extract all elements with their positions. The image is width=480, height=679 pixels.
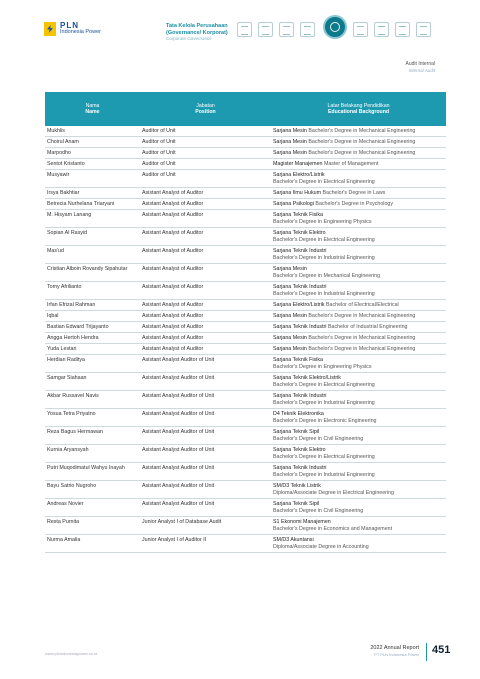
header-position	[140, 92, 271, 126]
education-en: Master of Management	[323, 161, 379, 167]
section-label-en: Internal Audit	[408, 68, 435, 73]
education-en: Bachelor's Degree in Industrial Engineering	[273, 291, 375, 297]
cell-education	[271, 210, 446, 228]
education-id: SM/D3 Akuntansi	[273, 537, 314, 543]
header-education	[271, 92, 446, 126]
grid-icon[interactable]	[416, 22, 431, 37]
building-icon[interactable]	[258, 22, 273, 37]
education-id: Sarjana Ilmu Hukum	[273, 190, 321, 196]
cell-position: Auditor of Unit	[140, 148, 271, 159]
sun-icon[interactable]	[374, 22, 389, 37]
cell-position: Junior Analyst I of Auditor II	[140, 535, 271, 553]
cell-education	[271, 246, 446, 264]
cell-name: M. Hisyam Lanang	[45, 210, 140, 228]
cell-name: Kurnia Aryansyah	[45, 445, 140, 463]
table-header-row	[45, 92, 446, 126]
table-row	[45, 282, 446, 300]
cell-education	[271, 535, 446, 553]
header-name	[45, 92, 140, 126]
education-en: Bachelor's Degree in Industrial Engineering	[273, 255, 375, 261]
cell-position: Asistant Analyst Auditor of Unit	[140, 499, 271, 517]
cell-education	[271, 333, 446, 344]
education-id: Sarjana Teknik Elektro	[273, 230, 326, 236]
cell-name: Angga Hertoh Hendra	[45, 333, 140, 344]
table-row	[45, 355, 446, 373]
education-en: Bachelor's Degree in Economics and Management	[273, 526, 393, 532]
people-icon[interactable]	[279, 22, 294, 37]
cell-education	[271, 199, 446, 210]
education-en: Bachelor's Degree in Mechanical Engineering	[308, 128, 416, 134]
education-id: Sarjana Mesin	[273, 150, 307, 156]
footer-url: www.plnindonesiapower.co.id	[45, 651, 98, 656]
cell-education	[271, 391, 446, 409]
cell-name: Irsya Bakhtiar	[45, 188, 140, 199]
table-row	[45, 126, 446, 137]
cell-education	[271, 300, 446, 311]
education-id: Sarjana Mesin	[273, 346, 307, 352]
governance-icon[interactable]	[323, 15, 347, 39]
footer-report	[354, 645, 419, 657]
education-en: Bachelor of Industrial Engineering	[327, 324, 408, 330]
table-row	[45, 210, 446, 228]
cell-name: Mas'ud	[45, 246, 140, 264]
education-en: Bachelor's Degree in Civil Engineering	[273, 508, 364, 514]
education-id: Sarjana Teknik Fisika	[273, 212, 323, 218]
education-en: Bachelor's Degree in Electrical Engineering	[273, 454, 375, 460]
education-en: Bachelor's Degree in Electrical Engineering	[273, 179, 375, 185]
cell-name: Betrecia Nurhelana Triaryani	[45, 199, 140, 210]
education-en: Bachelor's Degree in Electronic Engineering	[273, 418, 377, 424]
header-position-en: Position	[195, 109, 216, 115]
education-id: Sarjana Elektro/Listrik	[273, 302, 325, 308]
education-id: Sarjana Mesin	[273, 139, 307, 145]
education-id: Sarjana Teknik Sipil	[273, 501, 320, 507]
cell-position: Asistant Analyst of Auditor	[140, 311, 271, 322]
report-icon[interactable]	[237, 22, 252, 37]
education-id: Sarjana Teknik Sipil	[273, 429, 320, 435]
cell-name: Resta Purnita	[45, 517, 140, 535]
table-row	[45, 188, 446, 199]
table-row	[45, 427, 446, 445]
table-row	[45, 409, 446, 427]
education-en: Bachelor's Degree in Mechanical Engineering	[308, 346, 416, 352]
cell-position: Asistant Analyst of Auditor	[140, 282, 271, 300]
education-en: Bachelor's Degree in Civil Engineering	[273, 436, 364, 442]
cell-position: Auditor of Unit	[140, 126, 271, 137]
table-row	[45, 344, 446, 355]
header-name-en: Name	[85, 109, 100, 115]
table-row	[45, 322, 446, 333]
cell-education	[271, 499, 446, 517]
education-en: Bachelor's Degree in Laws	[322, 190, 386, 196]
section-label	[406, 61, 435, 74]
table-row	[45, 499, 446, 517]
leaf-icon[interactable]	[353, 22, 368, 37]
cell-position: Asistant Analyst of Auditor	[140, 344, 271, 355]
cell-education	[271, 445, 446, 463]
chart-icon[interactable]	[300, 22, 315, 37]
table-row	[45, 264, 446, 282]
table-row	[45, 373, 446, 391]
education-en: Bachelor's Degree in Industrial Engineering	[273, 472, 375, 478]
cell-education	[271, 188, 446, 199]
table-row	[45, 445, 446, 463]
table-row	[45, 535, 446, 553]
cell-education	[271, 517, 446, 535]
education-id: Sarjana Elektro/Listrik	[273, 172, 325, 178]
table-row	[45, 463, 446, 481]
cell-education	[271, 427, 446, 445]
cell-education	[271, 126, 446, 137]
cell-name: Yuda Lestari	[45, 344, 140, 355]
education-id: Sarjana Teknik Industri	[273, 324, 327, 330]
cell-position: Asistant Analyst of Auditor	[140, 333, 271, 344]
chapter-nav	[237, 19, 437, 39]
education-en: Diploma/Associate Degree in Electrical Engineering	[273, 490, 395, 496]
cell-position: Asistant Analyst of Auditor	[140, 322, 271, 333]
education-en: Bachelor's Degree in Engineering Physics	[273, 364, 372, 370]
table-row	[45, 333, 446, 344]
page-number: 451	[432, 644, 451, 656]
cell-education	[271, 137, 446, 148]
cell-name: Reza Bagus Hermawan	[45, 427, 140, 445]
cell-position: Asistant Analyst of Auditor	[140, 210, 271, 228]
cell-name: Cristian Alboin Rovandy Sipahutar	[45, 264, 140, 282]
cell-name: Bastian Edward Trijayanto	[45, 322, 140, 333]
auditor-table	[45, 92, 446, 553]
cell-position: Asistant Analyst of Auditor	[140, 188, 271, 199]
education-id: Sarjana Teknik Industri	[273, 248, 327, 254]
company-logo	[44, 22, 101, 36]
cell-education	[271, 409, 446, 427]
cell-name: Herdian Raditya	[45, 355, 140, 373]
chapter-title-id-1: Tata Kelola Perusahaan	[166, 23, 228, 29]
education-id: Sarjana Teknik Industri	[273, 465, 327, 471]
education-en: Bachelor's Degree in Engineering Physics	[273, 219, 372, 225]
table-row	[45, 199, 446, 210]
cell-education	[271, 264, 446, 282]
cell-education	[271, 148, 446, 159]
cell-position: Asistant Analyst of Auditor	[140, 228, 271, 246]
education-id: Sarjana Teknik Fisika	[273, 357, 323, 363]
cell-position: Asistant Analyst of Auditor	[140, 246, 271, 264]
cell-name: Bayu Satrio Nugroho	[45, 481, 140, 499]
cell-name: Mukhlis	[45, 126, 140, 137]
cell-name: Tomy Afrilianto	[45, 282, 140, 300]
education-en: Bachelor's Degree in Mechanical Engineering	[308, 139, 416, 145]
cell-name: Choirul Anam	[45, 137, 140, 148]
education-id: Sarjana Psikologi	[273, 201, 314, 207]
education-id: Sarjana Mesin	[273, 335, 307, 341]
chapter-title	[166, 23, 246, 42]
table-row	[45, 246, 446, 264]
header-name-id: Nama	[85, 102, 100, 109]
cell-name: Sentot Kristanto	[45, 159, 140, 170]
table-row	[45, 170, 446, 188]
cell-education	[271, 481, 446, 499]
cell-name: Nurma Amalia	[45, 535, 140, 553]
education-id: Sarjana Mesin	[273, 128, 307, 134]
education-en: Bachelor's Degree in Electrical Engineering	[273, 237, 375, 243]
cell-name: Yosua Tetra Priyatno	[45, 409, 140, 427]
cell-position: Asistant Analyst of Auditor	[140, 300, 271, 311]
page-header	[0, 0, 480, 60]
cell-position: Asistant Analyst of Auditor	[140, 264, 271, 282]
cell-education	[271, 373, 446, 391]
header-education-id: Latar Belakang Pendidikan	[327, 102, 390, 109]
cell-name: Akbar Russavel Navis	[45, 391, 140, 409]
cell-education	[271, 355, 446, 373]
logo-brand: PLN	[60, 21, 79, 31]
education-id: Sarjana Teknik Industri	[273, 393, 327, 399]
cell-education	[271, 463, 446, 481]
footer-divider	[426, 643, 427, 661]
cell-name: Putri Muqodimatul Wahyu Inayah	[45, 463, 140, 481]
cell-position: Asistant Analyst Auditor of Unit	[140, 481, 271, 499]
cell-education	[271, 228, 446, 246]
cell-education	[271, 344, 446, 355]
cell-education	[271, 159, 446, 170]
cell-position: Asistant Analyst Auditor of Unit	[140, 445, 271, 463]
section-label-id: Audit Internal	[405, 61, 435, 67]
education-en: Diploma/Associate Degree in Accounting	[273, 544, 369, 550]
cell-name: Iqbal	[45, 311, 140, 322]
education-en: Bachelor's Degree in Mechanical Engineering	[308, 150, 416, 156]
table-row	[45, 517, 446, 535]
table-row	[45, 391, 446, 409]
cell-position: Asistant Analyst Auditor of Unit	[140, 409, 271, 427]
cell-education	[271, 322, 446, 333]
cell-position: Asistant Analyst Auditor of Unit	[140, 463, 271, 481]
cell-name: Sopian Al Rasyid	[45, 228, 140, 246]
education-id: S1 Ekonomi Manajemen	[273, 519, 331, 525]
lightning-logo-icon	[44, 22, 56, 36]
chapter-title-id-2: (Governance/ Korporat)	[166, 29, 228, 36]
table-row	[45, 481, 446, 499]
cell-position: Junior Analyst I of Database Audit	[140, 517, 271, 535]
education-id: SM/D3 Teknik Listrik	[273, 483, 321, 489]
table-row	[45, 148, 446, 159]
education-id: Sarjana Mesin	[273, 266, 307, 272]
education-id: Magister Manajemen	[273, 161, 323, 167]
chapter-title-en: Corporate Governance	[166, 36, 212, 41]
cell-name: Irfan Efrizal Rahman	[45, 300, 140, 311]
cell-name: Samgar Siahaan	[45, 373, 140, 391]
education-en: Bachelor's Degree in Industrial Engineering	[273, 400, 375, 406]
cell-position: Asistant Analyst Auditor of Unit	[140, 427, 271, 445]
table-row	[45, 311, 446, 322]
table-row	[45, 228, 446, 246]
cell-name: Marpodho	[45, 148, 140, 159]
cell-position: Auditor of Unit	[140, 137, 271, 148]
footer-report-sub: PT PLN Indonesia Power	[374, 652, 419, 657]
cell-name: Andreas Novier	[45, 499, 140, 517]
education-id: Sarjana Mesin	[273, 313, 307, 319]
cell-position: Asistant Analyst Auditor of Unit	[140, 355, 271, 373]
footer-report-title: 2022 Annual Report	[370, 645, 419, 651]
cell-position: Asistant Analyst Auditor of Unit	[140, 391, 271, 409]
cell-position: Auditor of Unit	[140, 170, 271, 188]
header-education-en: Educational Background	[327, 109, 390, 115]
education-en: Bachelor's Degree in Mechanical Engineering	[308, 335, 416, 341]
education-id: Sarjana Teknik Industri	[273, 284, 327, 290]
table-row	[45, 159, 446, 170]
factory-icon[interactable]	[395, 22, 410, 37]
education-en: Bachelor's Degree in Mechanical Engineering	[273, 273, 381, 279]
cell-position: Asistant Analyst of Auditor	[140, 199, 271, 210]
cell-education	[271, 311, 446, 322]
cell-position: Asistant Analyst Auditor of Unit	[140, 373, 271, 391]
cell-education	[271, 282, 446, 300]
cell-position: Auditor of Unit	[140, 159, 271, 170]
cell-education	[271, 170, 446, 188]
logo-subtitle: Indonesia Power	[60, 29, 101, 36]
table-row	[45, 137, 446, 148]
education-en: Bachelor's Degree in Mechanical Engineering	[308, 313, 416, 319]
header-position-id: Jabatan	[196, 102, 215, 109]
education-id: Sarjana Teknik Elektro	[273, 447, 326, 453]
education-en: Bachelor of Electrical/Electrical	[326, 302, 399, 308]
table-row	[45, 300, 446, 311]
education-en: Bachelor's Degree in Psychology	[315, 201, 393, 207]
education-id: Sarjana Teknik Elektro/Listrik	[273, 375, 341, 381]
education-id: D4 Teknik Elektronika	[273, 411, 324, 417]
cell-name: Musyawir	[45, 170, 140, 188]
education-en: Bachelor's Degree in Electrical Engineering	[273, 382, 375, 388]
